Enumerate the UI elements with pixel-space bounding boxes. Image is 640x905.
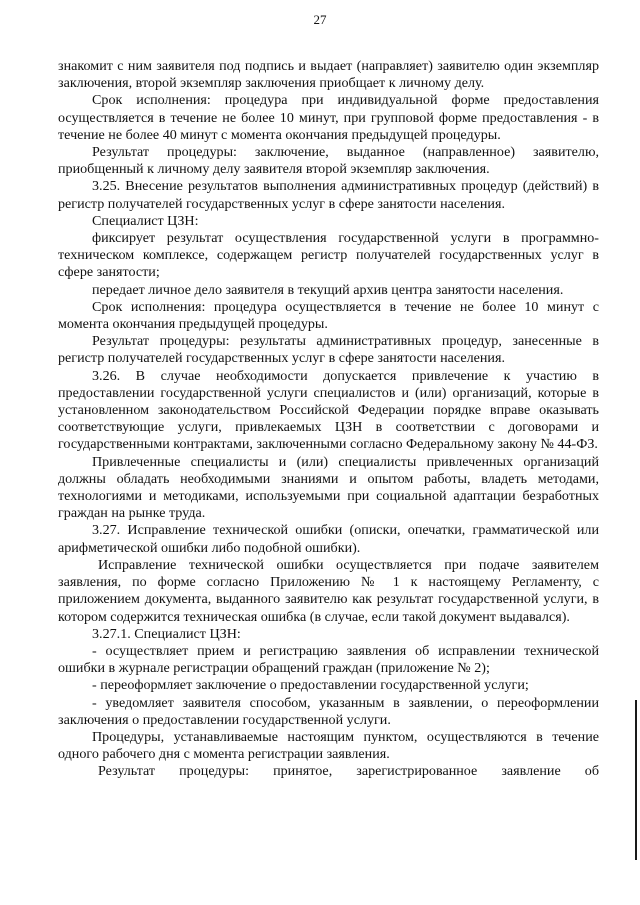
- document-body: [58, 58, 599, 781]
- paragraph-section-3-26: 3.26. В случае необходимости допускается привлечение к участию в предоставлении государственной услуги специалистов и (или) организаций, которые в установленном законодательством Российской Федерации порядке вправе оказывать соответствующие услуги, привлекаемых ЦЗН в соответствии с договорами и государственными контрактами, заключенными согласно Федеральному закону № 44-ФЗ.: [58, 367, 599, 453]
- paragraph-fixes-result: фиксирует результат осуществления государственной услуги в программно-техническом комплексе, содержащем регистр получателей государственных услуг в сфере занятости;: [58, 230, 599, 281]
- paragraph-section-3-27: 3.27. Исправление технической ошибки (описки, опечатки, грамматической или арифметической ошибки либо подобной ошибки).: [58, 522, 599, 556]
- page-number: 27: [313, 12, 327, 27]
- list-item-registration: - осуществляет прием и регистрацию заявления об исправлении технической ошибки в журнале регистрации обращений граждан (приложение № 2);: [58, 642, 599, 677]
- paragraph-deadline-conclusion: Срок исполнения: процедура при индивидуальной форме предоставления осуществляется в течение не более 10 минут, при групповой форме предоставления - в течение не более 40 минут с момента окончания предыдущей процедуры.: [58, 92, 599, 143]
- paragraph-specialist-czn: Специалист ЦЗН:: [92, 212, 199, 229]
- paragraph-deadline-register: Срок исполнения: процедура осуществляется в течение не более 10 минут с момента окончания предыдущей процедуры.: [58, 298, 599, 333]
- scan-edge-line: [635, 700, 637, 860]
- paragraph-section-3-25: 3.25. Внесение результатов выполнения административных процедур (действий) в регистр получателей государственных услуг в сфере занятости населения.: [58, 178, 599, 212]
- paragraph-involved-specialists: Привлеченные специалисты и (или) специалисты привлеченных организаций должны обладать необходимыми знаниями и опытом работы, владеть методами, технологиями и методиками, используемыми при социальной адаптации безработных граждан на рынке труда.: [58, 453, 599, 522]
- paragraph-result-register: Результат процедуры: результаты административных процедур, занесенные в регистр получателей государственных услуг в сфере занятости населения.: [58, 333, 599, 367]
- list-item-notify: - уведомляет заявителя способом, указанным в заявлении, о переоформлении заключения о предоставлении государственной услуги.: [58, 694, 599, 728]
- paragraph-error-correction: Исправление технической ошибки осуществляется при подаче заявителем заявления, по форме согласно Приложению № 1 к настоящему Регламенту, с приложением документа, выданного заявителю как результат государственной услуги, в котором содержится техническая ошибка (в случае, если такой документ выдавался).: [58, 556, 599, 625]
- paragraph-continuation: знакомит с ним заявителя под подпись и выдает (направляет) заявителю один экземпляр заключения, второй экземпляр заключения приобщает к личному делу.: [58, 58, 599, 92]
- paragraph-transfers-file: передает личное дело заявителя в текущий архив центра занятости населения.: [92, 281, 564, 298]
- paragraph-result-application: Результат процедуры: принятое, зарегистрированное заявление об: [98, 763, 599, 780]
- paragraph-result-conclusion: Результат процедуры: заключение, выданное (направленное) заявителю, приобщенный к личному делу заявителя второй экземпляр заключения.: [58, 144, 599, 178]
- paragraph-procedures-timing: Процедуры, устанавливаемые настоящим пунктом, осуществляются в течение одного рабочего дня с момента регистрации заявления.: [58, 728, 599, 763]
- list-item-reissue: - переоформляет заключение о предоставлении государственной услуги;: [92, 677, 529, 694]
- paragraph-section-3-27-1: 3.27.1. Специалист ЦЗН:: [92, 625, 241, 642]
